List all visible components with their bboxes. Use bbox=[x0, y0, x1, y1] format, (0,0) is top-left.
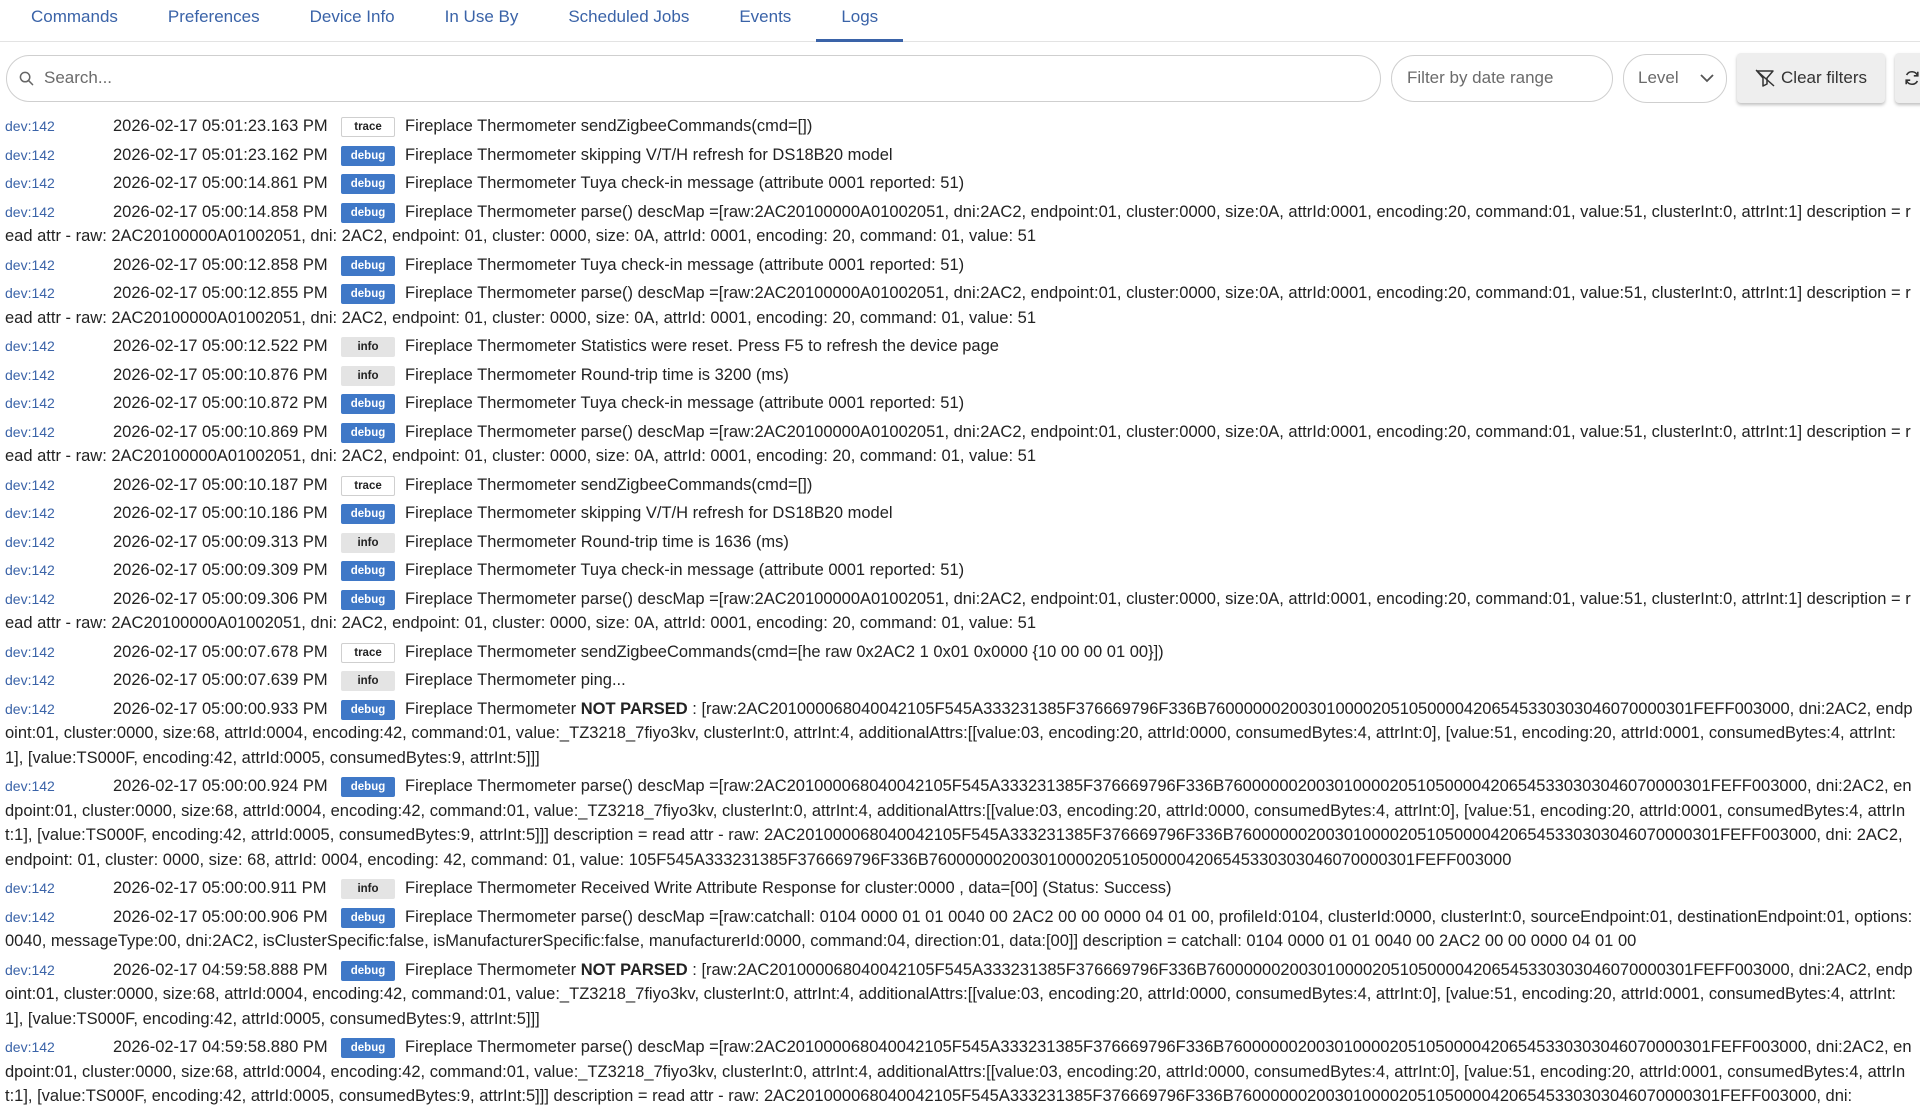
log-entry bbox=[5, 334, 1914, 359]
log-timestamp: 2026-02-17 05:00:07.678 PM bbox=[113, 642, 328, 661]
log-message-text: Fireplace Thermometer Round-trip time is 3200 (ms) bbox=[405, 365, 789, 384]
refresh-icon bbox=[1903, 69, 1920, 87]
device-link[interactable]: dev:142 bbox=[5, 562, 55, 578]
log-entry bbox=[5, 473, 1914, 498]
log-level-badge: info bbox=[341, 366, 395, 386]
device-link[interactable]: dev:142 bbox=[5, 908, 55, 925]
log-timestamp: 2026-02-17 05:01:23.163 PM bbox=[113, 117, 328, 135]
log-level-badge: trace bbox=[341, 117, 395, 137]
log-message-text: Fireplace Thermometer parse() descMap =[raw:2AC201000068040042105F545A333231385F376669796F336B76000000200301000020510500004206545330303046070000301FEFF003000, dni:2AC2, endpoint:01, cluster:0000, size:68, attrId:0004, encoding:42, command:01, value:_TZ3218_7fiyo3kv, clusterInt:0, attrInt:4, additionalAttrs:[[value:03, encoding:20, attrId:0000, consumedBytes:4, attrInt:0], [value:51, encoding:20, attrId:0001, consumedBytes:4, attrInt:1], [value:TS000F, encoding:42, attrId:0005, consumedBytes:9, attrInt:5]]] description = read attr - raw: 2AC201000068040042105F545A333231385F376669796F336B76000000200301000020510500004206545330303046070000301FEFF003000, dni: 2AC2, endpoint: 01, cluster: 0000, size: 68, attrId: 0004, encoding: 42, command: 01, value: 105F545A333231385F376669796F336B76000000200301000020510500004206545330303046070000301FEFF003000 bbox=[5, 777, 1912, 869]
device-link[interactable]: dev:142 bbox=[5, 1039, 55, 1055]
log-timestamp: 2026-02-17 04:59:58.888 PM bbox=[113, 960, 328, 979]
log-message-text: Fireplace Thermometer sendZigbeeCommands(cmd=[]) bbox=[405, 475, 813, 494]
log-message-text: Fireplace Thermometer Tuya check-in message (attribute 0001 reported: 51) bbox=[405, 174, 965, 192]
device-link[interactable]: dev:142 bbox=[5, 256, 55, 273]
log-entry bbox=[5, 420, 1914, 469]
log-list bbox=[0, 114, 1920, 1109]
log-timestamp: 2026-02-17 05:00:07.639 PM bbox=[113, 671, 328, 689]
log-level-badge: debug bbox=[341, 394, 395, 414]
log-message bbox=[405, 504, 893, 522]
tab-logs[interactable]: Logs bbox=[816, 0, 903, 42]
log-timestamp: 2026-02-17 05:00:14.861 PM bbox=[113, 174, 328, 192]
device-link[interactable]: dev:142 bbox=[5, 505, 55, 521]
log-message bbox=[405, 533, 789, 551]
device-link[interactable]: dev:142 bbox=[5, 338, 55, 354]
log-level-badge: debug bbox=[341, 174, 395, 194]
device-link[interactable]: dev:142 bbox=[5, 700, 55, 717]
device-link[interactable]: dev:142 bbox=[5, 778, 55, 794]
log-timestamp: 2026-02-17 05:00:00.933 PM bbox=[113, 699, 328, 718]
log-timestamp: 2026-02-17 05:00:10.186 PM bbox=[113, 504, 328, 522]
level-select-label: Level bbox=[1638, 68, 1679, 87]
log-message-text: Fireplace Thermometer parse() descMap =[raw:catchall: 0104 0000 01 01 0040 00 2AC2 00 00 0000 04 01 00, profileId:0104, clusterId:0000, clusterInt:0, sourceEndpoint:01, destinationEndpoint:01, options:0040, messageType:00, dni:2AC2, isClusterSpecific:false, isManufacturerSpecific:false, manufacturerId:0000, command:04, direction:01, data:[00]] description = catchall: 0104 0000 01 01 0040 00 2AC2 00 00 0000 04 01 00 bbox=[5, 907, 1913, 950]
log-timestamp: 2026-02-17 05:00:10.876 PM bbox=[113, 365, 328, 384]
not-parsed-label: NOT PARSED bbox=[580, 960, 688, 979]
log-level-badge: info bbox=[341, 533, 395, 553]
log-entry bbox=[5, 668, 1914, 693]
log-timestamp: 2026-02-17 05:00:00.911 PM bbox=[113, 879, 327, 897]
log-message-text: Fireplace Thermometer parse() descMap =[raw:2AC20100000A01002051, dni:2AC2, endpoint:01, cluster:0000, size:0A, attrId:0001, encoding:20, command:01, value:51, clusterInt:0, attrInt:1] description = read attr - raw: 2AC20100000A01002051, dni: 2AC2, endpoint: 01, cluster: 0000, size: 0A, attrId: 0001, encoding: 20, command: 01, value: 51 bbox=[5, 284, 1911, 327]
log-entry bbox=[5, 587, 1914, 636]
log-message-text: Fireplace Thermometer bbox=[405, 699, 581, 718]
log-message bbox=[405, 256, 964, 274]
log-level-badge: debug bbox=[341, 961, 395, 981]
log-level-badge: info bbox=[341, 879, 395, 899]
log-timestamp: 2026-02-17 05:00:09.309 PM bbox=[113, 561, 328, 579]
device-link[interactable]: dev:142 bbox=[5, 476, 55, 493]
log-entry bbox=[5, 530, 1914, 555]
log-message-text: Fireplace Thermometer Statistics were reset. Press F5 to refresh the device page bbox=[405, 337, 999, 355]
log-entry bbox=[5, 363, 1914, 388]
log-message bbox=[405, 394, 964, 412]
log-message-text: Fireplace Thermometer ping... bbox=[405, 671, 626, 689]
log-timestamp: 2026-02-17 05:00:09.306 PM bbox=[113, 589, 328, 608]
log-message-text: Fireplace Thermometer parse() descMap =[raw:2AC20100000A01002051, dni:2AC2, endpoint:01, cluster:0000, size:0A, attrId:0001, encoding:20, command:01, value:51, clusterInt:0, attrInt:1] description = read attr - raw: 2AC20100000A01002051, dni: 2AC2, endpoint: 01, cluster: 0000, size: 0A, attrId: 0001, encoding: 20, command: 01, value: 51 bbox=[5, 202, 1911, 245]
log-level-badge: debug bbox=[341, 1038, 395, 1058]
log-message-text: Fireplace Thermometer parse() descMap =[raw:2AC20100000A01002051, dni:2AC2, endpoint:01, cluster:0000, size:0A, attrId:0001, encoding:20, command:01, value:51, clusterInt:0, attrInt:1] description = read attr - raw: 2AC20100000A01002051, dni: 2AC2, endpoint: 01, cluster: 0000, size: 0A, attrId: 0001, encoding: 20, command: 01, value: 51 bbox=[5, 589, 1911, 632]
log-entry bbox=[5, 114, 1914, 139]
log-entry bbox=[5, 905, 1914, 954]
log-message bbox=[405, 117, 812, 135]
log-level-badge: debug bbox=[341, 203, 395, 223]
log-message bbox=[405, 146, 893, 164]
log-message-text: Fireplace Thermometer Round-trip time is 1636 (ms) bbox=[405, 532, 789, 551]
log-message-text: Fireplace Thermometer bbox=[405, 960, 581, 979]
log-message-text: Fireplace Thermometer Tuya check-in message (attribute 0001 reported: 51) bbox=[405, 561, 965, 579]
log-entry bbox=[5, 876, 1914, 901]
log-message-text: Fireplace Thermometer parse() descMap =[raw:2AC201000068040042105F545A333231385F376669796F336B76000000200301000020510500004206545330303046070000301FEFF003000, dni:2AC2, endpoint:01, cluster:0000, size:68, attrId:0004, encoding:42, command:01, value:_TZ3218_7fiyo3kv, clusterInt:0, attrInt:4, additionalAttrs:[[value:03, encoding:20, attrId:0000, consumedBytes:4, attrInt:0], [value:51, encoding:20, attrId:0001, consumedBytes:4, attrInt:1], [value:TS000F, encoding:42, attrId:0005, consumedBytes:9, attrInt:5]]] description = read attr - raw: 2AC201000068040042105F545A333231385F376669796F336B76000000200301000020510500004206545330303046070000301FEFF003000, dni: bbox=[5, 1038, 1912, 1105]
log-entry bbox=[5, 253, 1914, 278]
filter-off-icon bbox=[1755, 69, 1775, 87]
log-timestamp: 2026-02-17 05:00:09.313 PM bbox=[113, 532, 328, 551]
log-message-text: Fireplace Thermometer Tuya check-in message (attribute 0001 reported: 51) bbox=[405, 394, 965, 412]
log-level-badge: debug bbox=[341, 700, 395, 720]
log-message bbox=[405, 366, 789, 384]
log-entry bbox=[5, 391, 1914, 416]
refresh-button[interactable] bbox=[1895, 53, 1920, 103]
tab-commands[interactable]: Commands bbox=[31, 7, 118, 26]
tab-scheduled-jobs[interactable]: Scheduled Jobs bbox=[568, 7, 690, 26]
tab-bar bbox=[0, 0, 1920, 42]
log-level-badge: trace bbox=[341, 476, 395, 496]
device-link[interactable]: dev:142 bbox=[5, 672, 55, 688]
log-entry bbox=[5, 200, 1914, 249]
log-level-badge: debug bbox=[341, 423, 395, 443]
device-link[interactable]: dev:142 bbox=[5, 880, 55, 896]
log-timestamp: 2026-02-17 04:59:58.880 PM bbox=[113, 1038, 328, 1056]
log-message-text: Fireplace Thermometer skipping V/T/H refresh for DS18B20 model bbox=[405, 145, 893, 164]
tab-device-info[interactable]: Device Info bbox=[309, 7, 395, 26]
chevron-down-icon bbox=[1700, 74, 1714, 83]
log-entry bbox=[5, 281, 1914, 330]
log-toolbar bbox=[0, 42, 1920, 114]
log-message bbox=[405, 561, 964, 579]
log-timestamp: 2026-02-17 05:00:12.522 PM bbox=[113, 337, 328, 355]
device-link[interactable]: dev:142 bbox=[5, 643, 55, 660]
device-link[interactable]: dev:142 bbox=[5, 203, 55, 220]
level-select[interactable] bbox=[1623, 54, 1727, 103]
device-link[interactable]: dev:142 bbox=[5, 395, 55, 411]
log-timestamp: 2026-02-17 05:00:12.858 PM bbox=[113, 255, 328, 274]
log-level-badge: debug bbox=[341, 504, 395, 524]
log-message bbox=[405, 174, 964, 192]
log-entry bbox=[5, 697, 1914, 771]
log-message bbox=[405, 337, 999, 355]
clear-filters-button[interactable] bbox=[1737, 53, 1885, 103]
log-entry bbox=[5, 501, 1914, 526]
clear-filters-label: Clear filters bbox=[1781, 68, 1867, 87]
log-level-badge: debug bbox=[341, 284, 395, 304]
device-link[interactable]: dev:142 bbox=[5, 590, 55, 607]
tab-events[interactable]: Events bbox=[739, 7, 792, 26]
log-level-badge: debug bbox=[341, 256, 395, 276]
date-range-box[interactable] bbox=[1391, 55, 1613, 102]
log-message-detail: : [raw:2AC201000068040042105F545A333231385F376669796F336B76000000200301000020510500004206545330303046070000301FEFF003000, dni:2AC2, endpoint:01, cluster:0000, size:68, attrId:0004, encoding:42, command:01, value:_TZ3218_7fiyo3kv, clusterInt:0, attrInt:4, additionalAttrs:[[value:03, encoding:20, attrId:0000, consumedBytes:4, attrInt:0], [value:51, encoding:20, attrId:0001, consumedBytes:4, attrInt:1], [value:TS000F, encoding:42, attrId:0005, consumedBytes:9, attrInt:5]]] bbox=[5, 960, 1913, 1028]
log-level-badge: info bbox=[341, 337, 395, 357]
device-link[interactable]: dev:142 bbox=[5, 146, 55, 163]
log-level-badge: trace bbox=[341, 643, 395, 663]
log-entry bbox=[5, 640, 1914, 665]
log-message bbox=[405, 671, 626, 689]
log-level-badge: debug bbox=[341, 590, 395, 610]
log-timestamp: 2026-02-17 05:01:23.162 PM bbox=[113, 145, 328, 164]
log-message bbox=[405, 476, 812, 494]
device-link[interactable]: dev:142 bbox=[5, 285, 55, 301]
log-entry bbox=[5, 774, 1914, 872]
log-message-text: Fireplace Thermometer skipping V/T/H refresh for DS18B20 model bbox=[405, 504, 893, 522]
log-level-badge: debug bbox=[341, 561, 395, 581]
search-icon bbox=[19, 71, 34, 86]
log-message-detail: : [raw:2AC201000068040042105F545A333231385F376669796F336B76000000200301000020510500004206545330303046070000301FEFF003000, dni:2AC2, endpoint:01, cluster:0000, size:68, attrId:0004, encoding:42, command:01, value:_TZ3218_7fiyo3kv, clusterInt:0, attrInt:4, additionalAttrs:[[value:03, encoding:20, attrId:0000, consumedBytes:4, attrInt:0], [value:51, encoding:20, attrId:0001, consumedBytes:4, attrInt:1], [value:TS000F, encoding:42, attrId:0005, consumedBytes:9, attrInt:5]]] bbox=[5, 699, 1913, 767]
log-level-badge: info bbox=[341, 671, 395, 691]
log-message-text: Fireplace Thermometer parse() descMap =[raw:2AC20100000A01002051, dni:2AC2, endpoint:01, cluster:0000, size:0A, attrId:0001, encoding:20, command:01, value:51, clusterInt:0, attrInt:1] description = read attr - raw: 2AC20100000A01002051, dni: 2AC2, endpoint: 01, cluster: 0000, size: 0A, attrId: 0001, encoding: 20, command: 01, value: 51 bbox=[5, 422, 1911, 465]
log-message-text: Fireplace Thermometer Received Write Attribute Response for cluster:0000 , data=[00] (Status: Success) bbox=[405, 879, 1172, 897]
device-link[interactable]: dev:142 bbox=[5, 423, 55, 440]
log-entry bbox=[5, 171, 1914, 196]
device-link[interactable]: dev:142 bbox=[5, 118, 55, 134]
log-entry bbox=[5, 558, 1914, 583]
log-timestamp: 2026-02-17 05:00:10.872 PM bbox=[113, 394, 328, 412]
search-input[interactable] bbox=[42, 67, 1380, 89]
log-entry bbox=[5, 1035, 1914, 1109]
log-timestamp: 2026-02-17 05:00:10.869 PM bbox=[113, 422, 328, 441]
not-parsed-label: NOT PARSED bbox=[580, 699, 688, 718]
tab-preferences[interactable]: Preferences bbox=[167, 7, 260, 26]
log-timestamp: 2026-02-17 05:00:14.858 PM bbox=[113, 202, 328, 221]
device-link[interactable]: dev:142 bbox=[5, 175, 55, 191]
log-timestamp: 2026-02-17 05:00:00.906 PM bbox=[113, 907, 328, 926]
log-message-text: Fireplace Thermometer sendZigbeeCommands(cmd=[he raw 0x2AC2 1 0x01 0x0000 {10 00 00 01 00}]) bbox=[405, 642, 1164, 661]
log-timestamp: 2026-02-17 05:00:10.187 PM bbox=[113, 475, 328, 494]
log-entry bbox=[5, 143, 1914, 168]
device-link[interactable]: dev:142 bbox=[5, 366, 55, 383]
log-timestamp: 2026-02-17 05:00:00.924 PM bbox=[113, 777, 328, 795]
log-entry bbox=[5, 958, 1914, 1032]
log-timestamp: 2026-02-17 05:00:12.855 PM bbox=[113, 284, 328, 302]
date-range-input[interactable] bbox=[1405, 67, 1612, 89]
log-message-text: Fireplace Thermometer Tuya check-in message (attribute 0001 reported: 51) bbox=[405, 255, 965, 274]
log-message bbox=[405, 643, 1164, 661]
log-message bbox=[405, 879, 1172, 897]
log-level-badge: debug bbox=[341, 908, 395, 928]
log-level-badge: debug bbox=[341, 777, 395, 797]
tab-in-use-by[interactable]: In Use By bbox=[444, 7, 519, 26]
log-message-text: Fireplace Thermometer sendZigbeeCommands(cmd=[]) bbox=[405, 117, 813, 135]
log-level-badge: debug bbox=[341, 146, 395, 166]
search-box[interactable] bbox=[6, 55, 1381, 102]
device-link[interactable]: dev:142 bbox=[5, 961, 55, 978]
device-link[interactable]: dev:142 bbox=[5, 533, 55, 550]
